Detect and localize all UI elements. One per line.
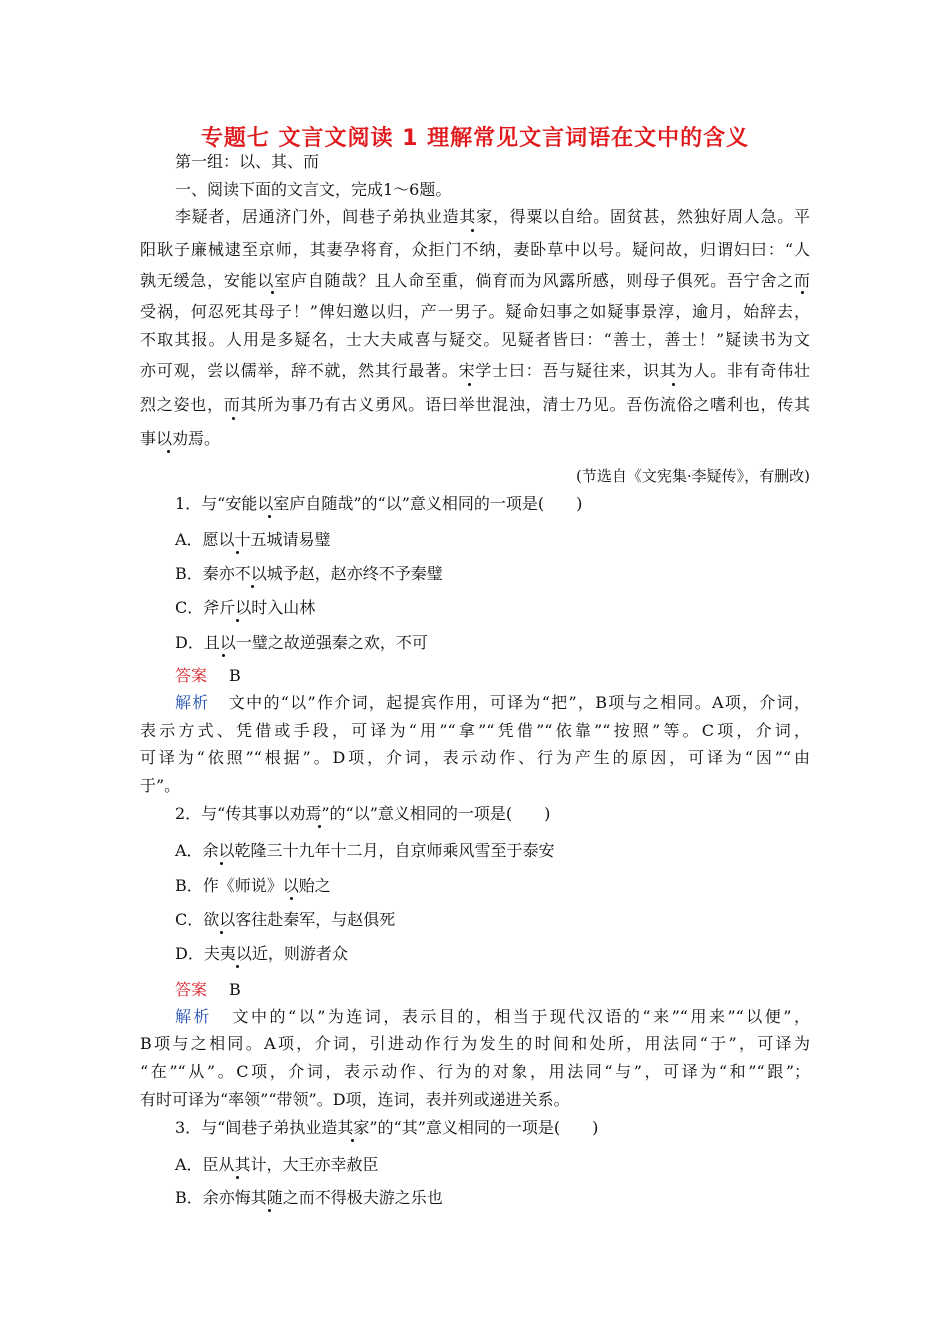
question-1-answer xyxy=(175,666,241,686)
passage-line: 阳耿子廉械逮至京师，其妻孕将育，众拒门不纳，妻卧草中以号。疑问故，归谓妇曰：“人 xyxy=(140,240,810,259)
analysis-line: “在”“从”。C项，介词，表示动作、行为的对象，用法同“与”，可译为“和”“跟”； xyxy=(140,1062,810,1081)
question-3-stem: 3．与“闾巷子弟执业造其家”的“其”意义相同的一项是( ) xyxy=(175,1118,599,1137)
passage-line: 亦可观，尝以儒举，辞不就，然其行最著。宋学士曰：吾与疑往来，识其为人。非有奇伟壮 xyxy=(140,361,810,380)
passage-line: 李疑者，居通济门外，闾巷子弟执业造其家，得粟以自给。固贫甚，然独好周人急。平 xyxy=(175,207,810,226)
question-2-answer xyxy=(175,980,241,1000)
answer-value: B xyxy=(229,666,241,685)
passage-line: 烈之姿也，而其所为事乃有古义勇风。语曰举世混浊，清士乃见。吾伤流俗之嗜利也，传其 xyxy=(140,395,810,414)
emphasis-dot xyxy=(468,383,471,386)
emphasis-dot xyxy=(220,931,223,934)
passage-source: (节选自《文宪集·李疑传》，有删改) xyxy=(576,467,810,485)
analysis-line: 表示方式、凭借或手段，可译为“用”“拿”“凭借”“依靠”“按照”等。C项，介词， xyxy=(140,721,810,740)
question-2-option-a: A．余以乾隆三十九年十二月，自京师乘风雪至于泰安 xyxy=(175,841,555,860)
emphasis-dot xyxy=(236,551,239,554)
passage-line: 受祸，何忍死其母子！”俾妇邀以归，产一男子。疑命妇事之如疑事景淳，逾月，始辞去， xyxy=(140,302,810,321)
emphasis-dot xyxy=(471,229,474,232)
emphasis-dot xyxy=(236,619,239,622)
emphasis-dot xyxy=(801,291,804,294)
question-3-option-a: A．臣从其计，大王亦幸赦臣 xyxy=(175,1155,379,1174)
question-1-stem: 1．与“安能以室庐自随哉”的“以”意义相同的一项是( ) xyxy=(175,494,583,513)
emphasis-dot xyxy=(220,862,223,865)
analysis-line: 有时可译为“率领”“带领”。D项，连词，表并列或递进关系。 xyxy=(140,1090,570,1109)
instruction: 一、阅读下面的文言文，完成1～6题。 xyxy=(175,180,452,199)
analysis-label: 解析 xyxy=(175,693,210,712)
question-2-option-c: C．欲以客往赴秦军，与赵俱死 xyxy=(175,910,396,929)
emphasis-dot xyxy=(271,291,274,294)
emphasis-dot xyxy=(268,1209,271,1212)
answer-label: 答案 xyxy=(175,980,208,999)
question-1-option-a: A．愿以十五城请易璧 xyxy=(175,530,331,549)
analysis-text: 文中的“以”为连词，表示目的，相当于现代汉语的“来”“用来”“以便”， xyxy=(230,1007,810,1026)
page-title: 专题七 文言文阅读 1 理解常见文言词语在文中的含义 xyxy=(200,126,750,151)
question-2-option-d: D．夫夷以近，则游者众 xyxy=(175,944,348,963)
emphasis-dot xyxy=(167,450,170,453)
emphasis-dot xyxy=(236,965,239,968)
group-heading: 第一组：以、其、而 xyxy=(175,152,320,171)
emphasis-dot xyxy=(351,1139,354,1142)
emphasis-dot xyxy=(236,1176,239,1179)
passage-line: 事以劝焉。 xyxy=(140,429,221,448)
analysis-text: 文中的“以”作介词，起提宾作用，可译为“把”，B项与之相同。A项，介词， xyxy=(227,693,810,712)
question-1-option-c: C．斧斤以时入山林 xyxy=(175,598,316,617)
emphasis-dot xyxy=(268,515,271,518)
emphasis-dot xyxy=(251,585,254,588)
question-2-analysis xyxy=(175,1007,810,1027)
emphasis-dot xyxy=(232,417,235,420)
passage-line: 孰无缓急，安能以室庐自随哉？且人命至重，倘育而为风露所感，则母子俱死。吾宁舍之而 xyxy=(140,271,810,290)
question-1-analysis xyxy=(175,693,810,713)
passage-line: 不取其报。人用是多疑名，士大夫咸喜与疑交。见疑者皆曰：“善士，善士！”疑读书为文 xyxy=(140,330,810,349)
analysis-line: 于”。 xyxy=(140,776,181,795)
analysis-line: B项与之相同。A项，介词，引进动作行为发生的时间和处所，用法同“于”，可译为 xyxy=(140,1034,810,1053)
question-3-option-b: B．余亦悔其随之而不得极夫游之乐也 xyxy=(175,1188,443,1207)
analysis-label: 解析 xyxy=(175,1007,213,1026)
emphasis-dot xyxy=(290,897,293,900)
emphasis-dot xyxy=(318,825,321,828)
question-2-option-b: B．作《师说》以贻之 xyxy=(175,876,331,895)
question-1-option-b: B．秦亦不以城予赵，赵亦终不予秦璧 xyxy=(175,564,443,583)
question-1-option-d: D．且以一璧之故逆强秦之欢，不可 xyxy=(175,633,428,652)
analysis-line: 可译为“依照”“根据”。D项，介词，表示动作、行为产生的原因，可译为“因”“由 xyxy=(140,748,810,767)
emphasis-dot xyxy=(222,654,225,657)
answer-value: B xyxy=(229,980,241,999)
answer-label: 答案 xyxy=(175,666,208,685)
emphasis-dot xyxy=(672,383,675,386)
question-2-stem: 2．与“传其事以劝焉”的“以”意义相同的一项是( ) xyxy=(175,804,551,823)
